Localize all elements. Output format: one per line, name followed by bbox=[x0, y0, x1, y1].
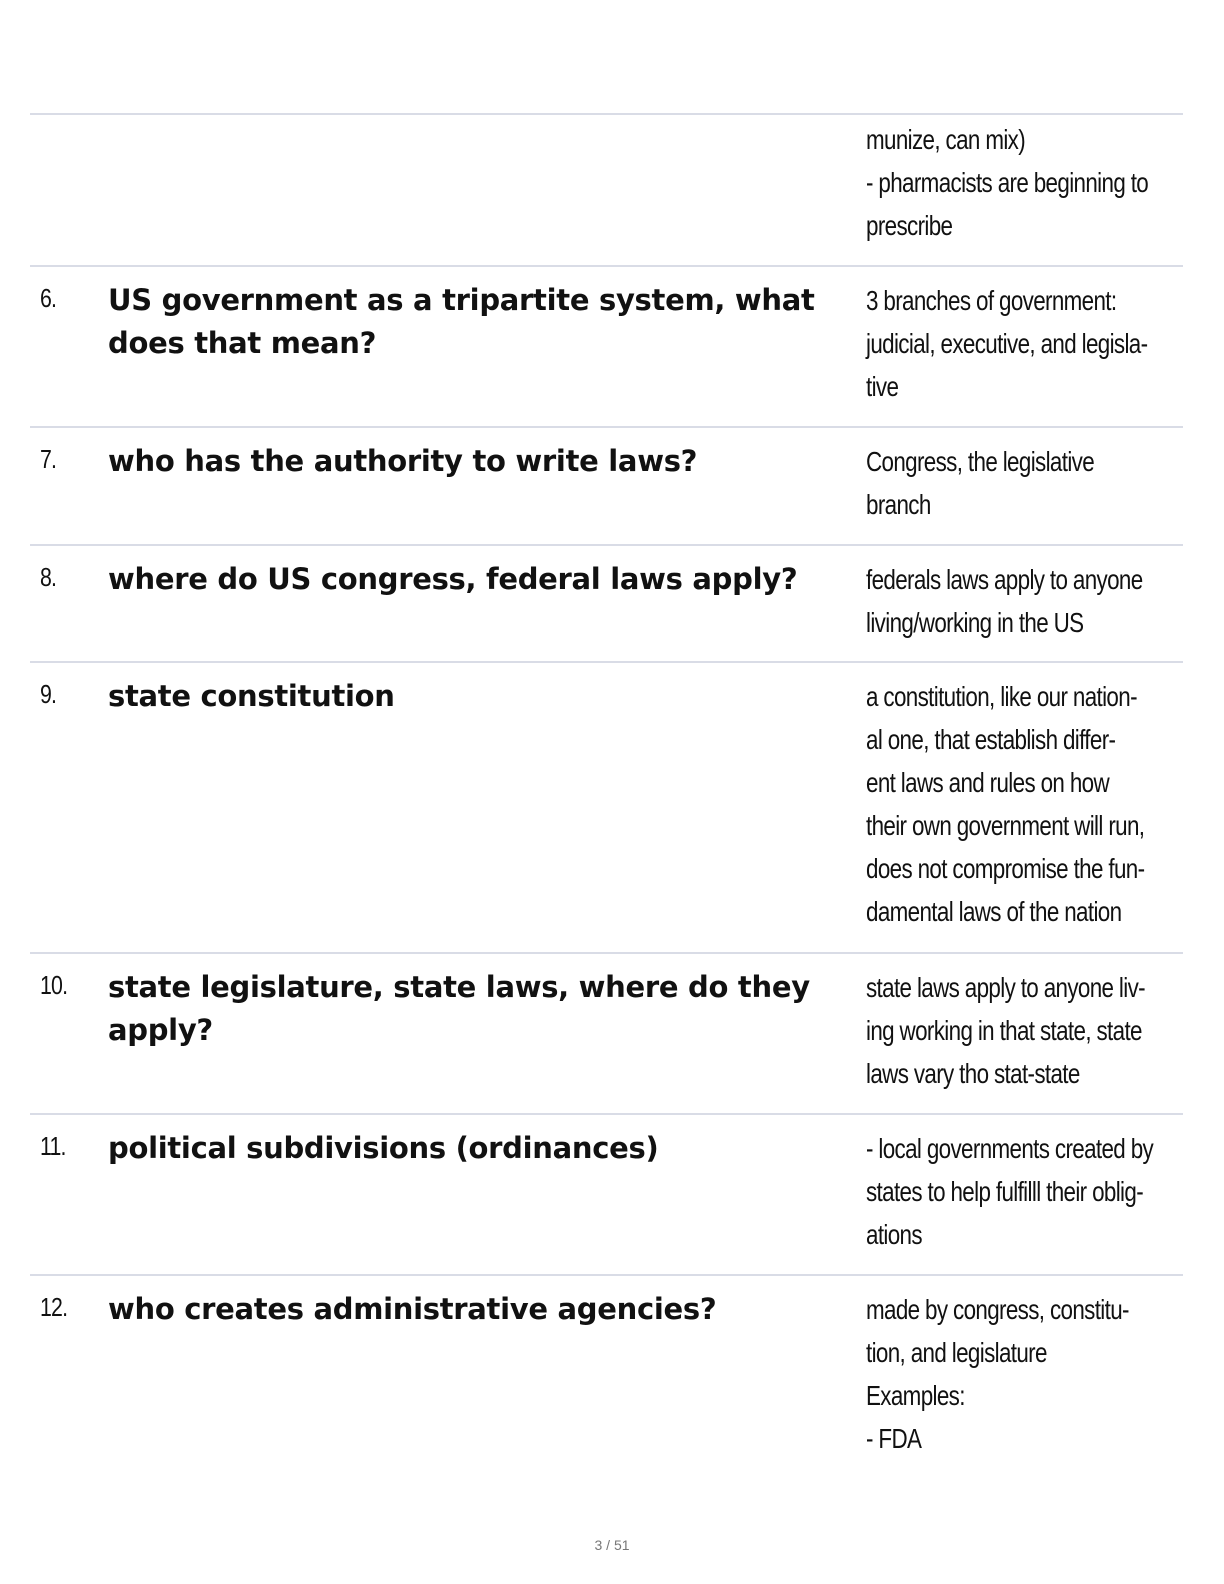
table-row bbox=[30, 113, 1183, 265]
row-number: 12. bbox=[40, 1292, 68, 1322]
row-term: US government as a tripartite system, what does that mean? bbox=[108, 283, 815, 360]
flashcard-table bbox=[30, 113, 1183, 1474]
row-number: 8. bbox=[40, 562, 57, 592]
row-number: 7. bbox=[40, 444, 57, 474]
row-term: who creates administrative agencies? bbox=[108, 1292, 717, 1326]
row-definition: a constitution, like our nation- al one, that establish differ- ent laws and rules on how their own government will run, does not compromise the fun- damental laws of the nation bbox=[866, 681, 1145, 927]
row-term: political subdivisions (ordinances) bbox=[108, 1131, 659, 1165]
row-number: 9. bbox=[40, 679, 57, 709]
row-term: where do US congress, federal laws apply? bbox=[108, 562, 798, 596]
table-row bbox=[30, 265, 1183, 426]
row-term: state constitution bbox=[108, 679, 395, 713]
row-number: 11. bbox=[40, 1131, 66, 1161]
row-definition: - local governments created by states to help fulfilll their oblig- ations bbox=[866, 1133, 1154, 1250]
table-row bbox=[30, 1274, 1183, 1474]
row-definition: munize, can mix) - pharmacists are beginning to prescribe bbox=[866, 124, 1149, 241]
row-definition: made by congress, constitu- tion, and legislature Examples: - FDA bbox=[866, 1294, 1129, 1454]
row-definition: federals laws apply to anyone living/working in the US bbox=[866, 564, 1143, 638]
table-row bbox=[30, 1113, 1183, 1274]
row-definition: state laws apply to anyone liv- ing working in that state, state laws vary tho stat-state bbox=[866, 972, 1145, 1089]
table-row bbox=[30, 661, 1183, 952]
row-definition: 3 branches of government: judicial, executive, and legisla- tive bbox=[866, 285, 1148, 402]
row-definition: Congress, the legislative branch bbox=[866, 446, 1095, 520]
row-number: 10. bbox=[40, 970, 68, 1000]
row-number: 6. bbox=[40, 283, 57, 313]
row-term: who has the authority to write laws? bbox=[108, 444, 698, 478]
table-row bbox=[30, 544, 1183, 661]
page-indicator: 3 / 51 bbox=[594, 1537, 630, 1553]
table-row bbox=[30, 426, 1183, 544]
table-row bbox=[30, 952, 1183, 1113]
row-term: state legislature, state laws, where do they apply? bbox=[108, 970, 810, 1047]
